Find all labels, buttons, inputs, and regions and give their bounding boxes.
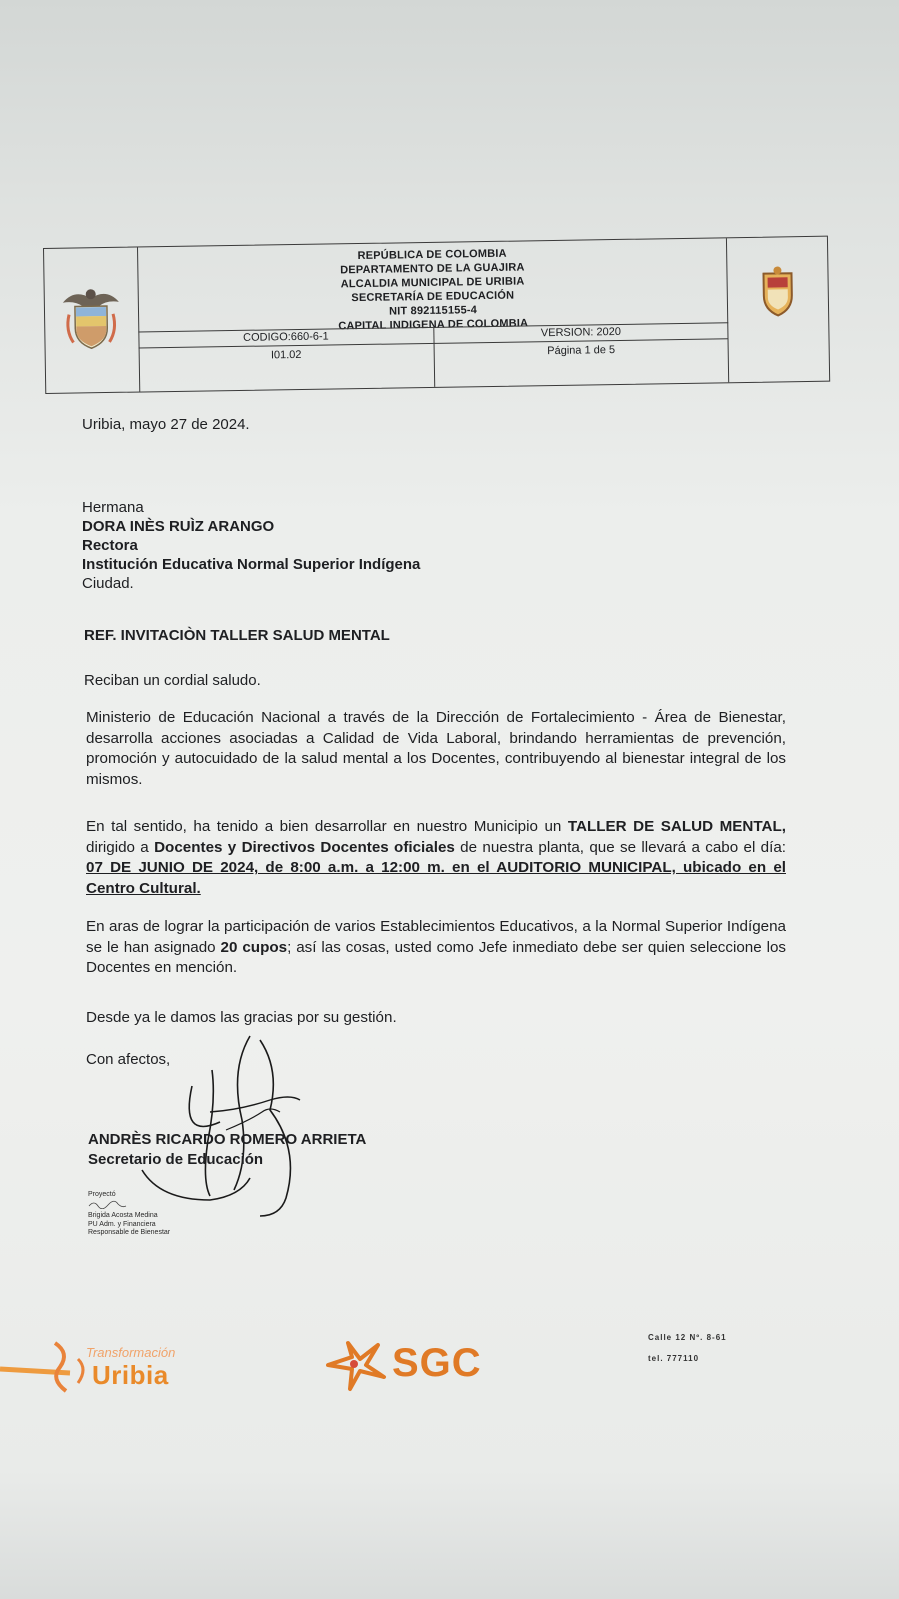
contact-block (648, 1327, 727, 1369)
greeting: Reciban un cordial saludo. (84, 672, 261, 689)
letterhead-center-cell (137, 238, 729, 391)
reference-line: REF. INVITACIÒN TALLER SALUD MENTAL (84, 627, 390, 644)
paragraph-4: Desde ya le damos las gracias por su gestión. (86, 1009, 397, 1027)
recipient-city: Ciudad. (82, 575, 134, 592)
prepared-by-role: PU Adm. y Financiera (88, 1220, 156, 1228)
p2-bold-docentes: Docentes y Directivos Docentes oficiales (154, 838, 455, 856)
version-cell: VERSION: 2020 (540, 325, 622, 340)
prepared-by-name: Brigida Acosta Medina (88, 1212, 158, 1219)
transformacion-uribia-logo (0, 1335, 220, 1405)
letterhead-right-cell (726, 237, 829, 383)
recipient-institution: Institución Educativa Normal Superior Indígena (82, 556, 421, 573)
letterhead-line: SECRETARÍA DE EDUCACIÓN (351, 289, 515, 305)
p2-text: dirigido a (86, 838, 155, 856)
recipient-name: DORA INÈS RUÌZ ARANGO (82, 518, 275, 535)
uribia-emblem-icon (0, 1339, 95, 1399)
uribia-shield-icon (757, 265, 798, 318)
sgc-star-icon (322, 1337, 388, 1393)
p2-text: En tal sentido, ha tenido a bien desarrollar en nuestro Municipio un (86, 818, 568, 836)
signer-name: ANDRÈS RICARDO ROMERO ARRIETA (88, 1131, 367, 1148)
paragraph-2 (86, 817, 786, 899)
letterhead-title-block (137, 243, 728, 336)
letterhead-line: DEPARTAMENTO DE LA GUAJIRA (340, 261, 525, 277)
signer-block (88, 1130, 366, 1170)
contact-address: Calle 12 Nº. 8-61 (648, 1333, 727, 1342)
logo-line-2: Uribia (92, 1360, 169, 1390)
p2-bold-taller: TALLER DE SALUD MENTAL, (567, 818, 786, 836)
paragraph-1: Ministerio de Educación Nacional a través de la Dirección de Fortalecimiento - Área de Bienestar, desarrolla acciones asociadas a Calidad de Vida Laboral, brindando herramientas de prevención, promoción y autocuidado de la salud mental a los Docentes, contribuyendo al bienestar integral de los mismos. (86, 709, 786, 788)
letterhead-table (43, 236, 830, 394)
recipient-role: Rectora (82, 537, 138, 554)
pagina-cell: Página 1 de 5 (547, 344, 616, 358)
sgc-logo (322, 1335, 512, 1395)
letter-date: Uribia, mayo 27 de 2024. (82, 416, 250, 433)
paragraph-3 (86, 917, 786, 979)
letterhead-line: ALCALDIA MUNICIPAL DE URIBIA (340, 275, 525, 291)
sgc-wordmark: SGC (392, 1341, 482, 1385)
p3-text: En aras de lograr la participación de varios Establecimientos Educativos, a la Normal Superior Indígena se le han asignado (86, 918, 786, 956)
initials-scribble (88, 1200, 128, 1209)
closing: Con afectos, (86, 1051, 171, 1068)
ref-code-cell: I01.02 (139, 344, 436, 392)
letterhead-line: NIT 892115155-4 (388, 304, 478, 318)
recipient-block (82, 498, 420, 593)
p2-event-details: 07 DE JUNIO DE 2024, de 8:00 a.m. a 12:00 m. en el AUDITORIO MUNICIPAL, ubicado en el Centro Cultural. (86, 859, 786, 897)
letterhead-line: CAPITAL INDIGENA DE COLOMBIA (338, 317, 529, 333)
prepared-by-resp: Responsable de Bienestar (88, 1229, 171, 1236)
p3-bold-cupos: 20 cupos (220, 938, 288, 956)
codigo-cell: CODIGO:660-6-1 (138, 328, 434, 349)
p2-text: de nuestra planta, que se llevará a cabo el día: (454, 838, 787, 856)
p3-text: ; así las cosas, usted como Jefe inmediato debe ser quien seleccione los Docentes en mención. (86, 938, 787, 977)
letterhead-line: REPÚBLICA DE COLOMBIA (357, 247, 507, 263)
contact-phone: tel. 777110 (648, 1354, 700, 1363)
colombia-coat-of-arms-icon (61, 284, 122, 355)
logo-line-1: Transformación (86, 1345, 176, 1360)
letterhead-row-pages (139, 338, 730, 391)
recipient-salutation: Hermana (82, 499, 144, 516)
prepared-by-block (88, 1191, 170, 1238)
prepared-by-label: Proyectó (88, 1191, 116, 1198)
signer-title: Secretario de Educación (88, 1151, 264, 1168)
letterhead-left-cell (44, 248, 140, 393)
